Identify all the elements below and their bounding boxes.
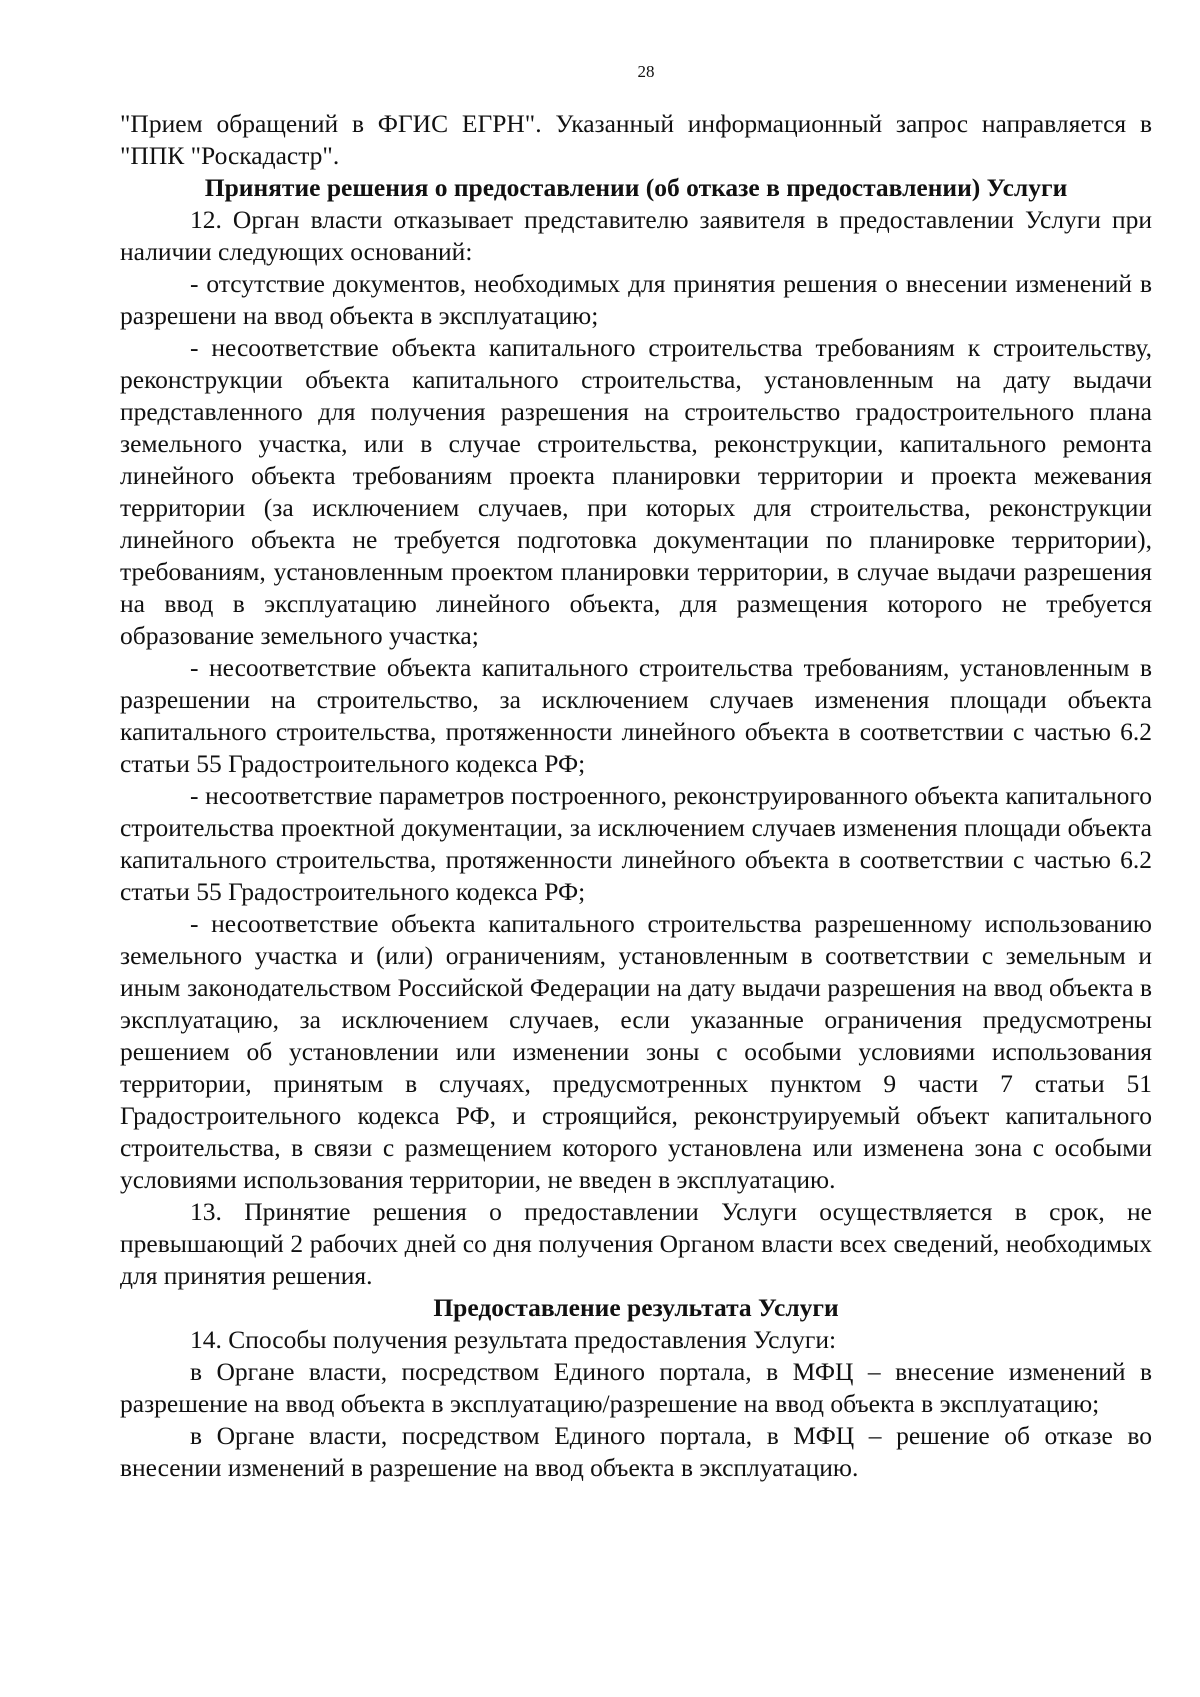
document-body [120, 108, 1152, 1484]
paragraph-item-13: 13. Принятие решения о предоставлении Услуги осуществляется в срок, не превышающий 2 рабочих дней со дня получения Органом власти всех сведений, необходимых для принятия решения. [120, 1197, 1152, 1290]
section-heading-decision: Принятие решения о предоставлении (об отказе в предоставлении) Услуги [204, 173, 1068, 202]
paragraph-ground-planning-requirements: - несоответствие объекта капитального строительства требованиям к строительству, реконструкции объекта капитального строительства, установленным на дату выдачи представленного для получения разрешения на строительство градостроительного плана земельного участка, или в случае строительства, реконструкции, капитального ремонта линейного объекта требованиям проекта планировки территории и проекта межевания территории (за исключением случаев, при которых для строительства, реконструкции линейного объекта не требуется подготовка документации по планировке территории), требованиям, установленным проектом планировки территории, в случае выдачи разрешения на ввод в эксплуатацию линейного объекта, для размещения которого не требуется образование земельного участка; [120, 333, 1152, 650]
paragraph-result-refusal: в Органе власти, посредством Единого портала, в МФЦ – решение об отказе во внесении изменений в разрешение на ввод объекта в эксплуатацию. [120, 1421, 1152, 1482]
paragraph-ground-project-documentation: - несоответствие параметров построенного, реконструированного объекта капитального строительства проектной документации, за исключением случаев изменения площади объекта капитального строительства, протяженности линейного объекта в соответствии с частью 6.2 статьи 55 Градостроительного кодекса РФ; [120, 781, 1152, 906]
paragraph-registry-request: "Прием обращений в ФГИС ЕГРН". Указанный информационный запрос направляется в "ППК "Роскадастр". [120, 109, 1152, 170]
paragraph-item-12: 12. Орган власти отказывает представителю заявителя в предоставлении Услуги при наличии следующих оснований: [120, 205, 1152, 266]
paragraph-ground-land-use: - несоответствие объекта капитального строительства разрешенному использованию земельного участка и (или) ограничениям, установленным в соответствии с земельным и иным законодательством Российской Федерации на дату выдачи разрешения на ввод объекта в эксплуатацию, за исключением случаев, если указанные ограничения предусмотрены решением об установлении или изменении зоны с особыми условиями использования территории, принятым в случаях, предусмотренных пунктом 9 части 7 статьи 51 Градостроительного кодекса РФ, и строящийся, реконструируемый объект капитального строительства, в связи с размещением которого установлена или изменена зона с особыми условиями использования территории, не введен в эксплуатацию. [120, 909, 1152, 1194]
page-number: 28 [637, 62, 655, 81]
paragraph-ground-permit-requirements: - несоответствие объекта капитального строительства требованиям, установленным в разрешении на строительство, за исключением случаев изменения площади объекта капитального строительства, протяженности линейного объекта в соответствии с частью 6.2 статьи 55 Градостроительного кодекса РФ; [120, 653, 1152, 778]
paragraph-result-permit: в Органе власти, посредством Единого портала, в МФЦ – внесение изменений в разрешение на ввод объекта в эксплуатацию/разрешение на ввод объекта в эксплуатацию; [120, 1357, 1152, 1418]
paragraph-ground-missing-documents: - отсутствие документов, необходимых для принятия решения о внесении изменений в разрешени на ввод объекта в эксплуатацию; [120, 269, 1152, 330]
paragraph-item-14: 14. Способы получения результата предоставления Услуги: [190, 1325, 837, 1354]
section-heading-result: Предоставление результата Услуги [433, 1293, 839, 1322]
